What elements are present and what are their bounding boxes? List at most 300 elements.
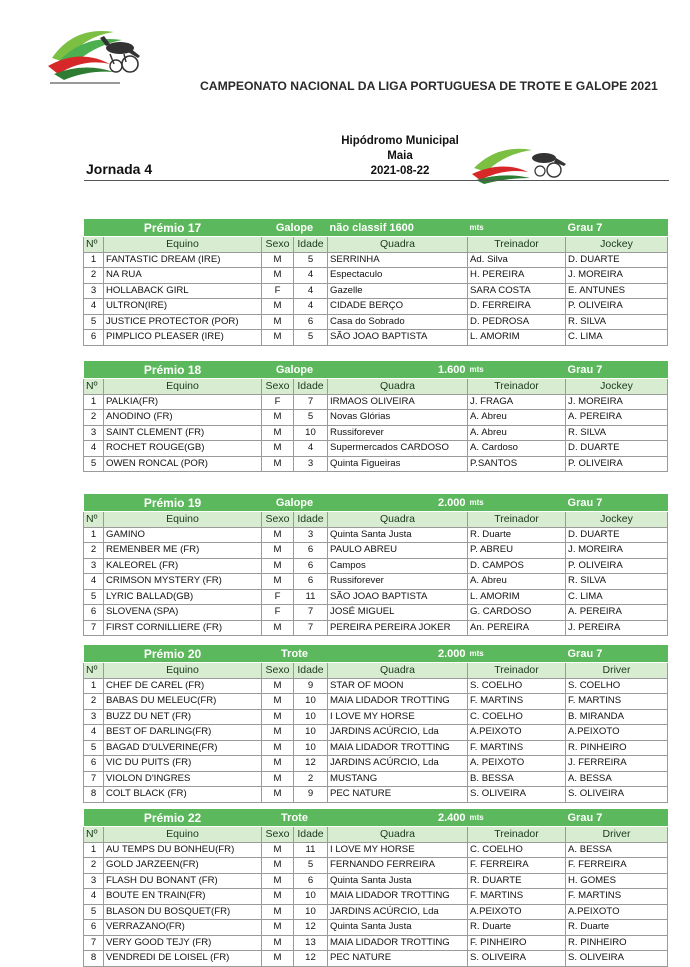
table-cell: 8 — [84, 787, 104, 803]
column-header: Treinador — [468, 379, 566, 395]
table-cell: 6 — [84, 756, 104, 772]
table-cell: S. OLIVEIRA — [468, 787, 566, 803]
column-header: Equino — [104, 827, 262, 843]
table-cell: BLASON DU BOSQUET(FR) — [104, 904, 262, 920]
table-cell: 2 — [84, 410, 104, 426]
table-row — [84, 605, 668, 621]
column-header: Idade — [294, 827, 328, 843]
table-cell: 7 — [294, 620, 328, 636]
race-name: Prémio 17 — [84, 219, 262, 237]
table-cell: Campos — [328, 558, 468, 574]
table-cell: F. MARTINS — [468, 740, 566, 756]
table-cell: CIDADE BERÇO — [328, 299, 468, 315]
table-cell: Quinta Santa Justa — [328, 527, 468, 543]
race-name: Prémio 19 — [84, 494, 262, 512]
table-cell: H. GOMES — [566, 873, 668, 889]
table-cell: 11 — [294, 589, 328, 605]
table-cell: Russiforever — [328, 425, 468, 441]
column-header: Nº — [84, 379, 104, 395]
table-cell: 6 — [294, 558, 328, 574]
table-cell: 12 — [294, 951, 328, 967]
table-cell: F — [262, 605, 294, 621]
table-cell: 6 — [84, 605, 104, 621]
table-cell: SÃO JOAO BAPTISTA — [328, 330, 468, 346]
table-cell: C. LIMA — [566, 589, 668, 605]
column-header: Quadra — [328, 237, 468, 253]
table-cell: M — [262, 620, 294, 636]
table-cell: AU TEMPS DU BONHEU(FR) — [104, 842, 262, 858]
table-cell: F — [262, 589, 294, 605]
table-cell: L. AMORIM — [468, 330, 566, 346]
table-cell: SAINT CLEMENT (FR) — [104, 425, 262, 441]
table-cell: VIC DU PUITS (FR) — [104, 756, 262, 772]
column-header: Idade — [294, 663, 328, 679]
table-cell: M — [262, 678, 294, 694]
table-cell: M — [262, 904, 294, 920]
table-cell: A.PEIXOTO — [566, 904, 668, 920]
table-cell: M — [262, 441, 294, 457]
table-cell: BAGAD D'ULVERINE(FR) — [104, 740, 262, 756]
table-cell: B. BESSA — [468, 771, 566, 787]
table-cell: Ad. Silva — [468, 252, 566, 268]
table-cell: 4 — [84, 574, 104, 590]
table-cell: Gazelle — [328, 283, 468, 299]
column-header-row — [84, 237, 668, 253]
table-cell: R. DUARTE — [468, 873, 566, 889]
table-cell: OWEN RONCAL (POR) — [104, 456, 262, 472]
table-cell: 10 — [294, 425, 328, 441]
race-type: Galope — [262, 361, 328, 379]
race-grid — [83, 645, 668, 803]
race-grid — [83, 494, 668, 636]
table-cell: SÃO JOAO BAPTISTA — [328, 589, 468, 605]
table-row — [84, 314, 668, 330]
table-cell: Supermercados CARDOSO — [328, 441, 468, 457]
table-cell: A. Abreu — [468, 425, 566, 441]
column-header: Treinador — [468, 827, 566, 843]
table-cell: MUSTANG — [328, 771, 468, 787]
table-cell: P. OLIVEIRA — [566, 456, 668, 472]
table-cell: R. SILVA — [566, 574, 668, 590]
race-table-1 — [83, 219, 667, 346]
table-row — [84, 740, 668, 756]
table-cell: S. COELHO — [468, 678, 566, 694]
table-cell: 4 — [294, 299, 328, 315]
table-cell: J. FERREIRA — [566, 756, 668, 772]
table-cell: STAR OF MOON — [328, 678, 468, 694]
venue-name: Hipódromo Municipal — [341, 135, 459, 147]
table-cell: VIOLON D'INGRES — [104, 771, 262, 787]
table-cell: Espectaculo — [328, 268, 468, 284]
column-header: Nº — [84, 237, 104, 253]
table-cell: 10 — [294, 725, 328, 741]
race-grid — [83, 809, 668, 967]
table-cell: M — [262, 268, 294, 284]
table-cell: A. Abreu — [468, 410, 566, 426]
table-cell: JARDINS ACÚRCIO, Lda — [328, 725, 468, 741]
table-cell: P. OLIVEIRA — [566, 299, 668, 315]
table-cell: M — [262, 873, 294, 889]
table-row — [84, 771, 668, 787]
table-cell: FANTASTIC DREAM (IRE) — [104, 252, 262, 268]
header-divider — [84, 180, 669, 181]
race-header-row — [84, 645, 668, 663]
table-cell: NA RUA — [104, 268, 262, 284]
table-cell: JOSÉ MIGUEL — [328, 605, 468, 621]
table-row — [84, 441, 668, 457]
jornada-label: Jornada 4 — [86, 161, 153, 177]
table-row — [84, 873, 668, 889]
table-cell: I LOVE MY HORSE — [328, 709, 468, 725]
table-cell: BUZZ DU NET (FR) — [104, 709, 262, 725]
table-cell: F — [262, 283, 294, 299]
table-cell: 10 — [294, 709, 328, 725]
table-row — [84, 252, 668, 268]
table-cell: 3 — [294, 456, 328, 472]
table-cell: M — [262, 771, 294, 787]
race-distance: não classif 1600 — [328, 219, 468, 237]
column-header: Idade — [294, 512, 328, 528]
table-cell: S. OLIVEIRA — [566, 951, 668, 967]
race-distance-unit: mts — [468, 494, 566, 512]
table-cell: R. PINHEIRO — [566, 935, 668, 951]
table-cell: MAIA LIDADOR TROTTING — [328, 935, 468, 951]
table-cell: FIRST CORNILLIERE (FR) — [104, 620, 262, 636]
table-cell: Quinta Figueiras — [328, 456, 468, 472]
race-distance: 2.000 — [328, 645, 468, 663]
table-cell: 1 — [84, 678, 104, 694]
table-row — [84, 425, 668, 441]
table-cell: 2 — [84, 694, 104, 710]
race-header-row — [84, 219, 668, 237]
table-cell: 7 — [84, 620, 104, 636]
table-cell: F. PINHEIRO — [468, 935, 566, 951]
table-cell: 6 — [294, 873, 328, 889]
table-cell: COLT BLACK (FR) — [104, 787, 262, 803]
venue-city: Maia — [387, 150, 413, 162]
table-cell: L. AMORIM — [468, 589, 566, 605]
table-cell: 6 — [84, 330, 104, 346]
race-grade: Grau 7 — [566, 361, 668, 379]
table-row — [84, 299, 668, 315]
table-cell: M — [262, 935, 294, 951]
table-cell: 4 — [294, 283, 328, 299]
table-cell: C. LIMA — [566, 330, 668, 346]
table-cell: M — [262, 543, 294, 559]
table-cell: MAIA LIDADOR TROTTING — [328, 694, 468, 710]
table-row — [84, 456, 668, 472]
table-cell: ROCHET ROUGE(GB) — [104, 441, 262, 457]
table-cell: A.PEIXOTO — [468, 725, 566, 741]
table-row — [84, 709, 668, 725]
race-name: Prémio 18 — [84, 361, 262, 379]
race-table-2 — [83, 361, 667, 472]
table-row — [84, 756, 668, 772]
table-cell: C. COELHO — [468, 709, 566, 725]
table-row — [84, 904, 668, 920]
table-cell: PALKIA(FR) — [104, 394, 262, 410]
table-cell: M — [262, 252, 294, 268]
table-cell: J. MOREIRA — [566, 268, 668, 284]
race-distance: 2.000 — [328, 494, 468, 512]
race-table-4 — [83, 645, 667, 803]
column-header: Equino — [104, 512, 262, 528]
race-distance: 2.400 — [328, 809, 468, 827]
table-cell: JARDINS ACÚRCIO, Lda — [328, 756, 468, 772]
table-cell: J. FRAGA — [468, 394, 566, 410]
table-cell: S. COELHO — [566, 678, 668, 694]
venue-block — [330, 134, 470, 179]
table-cell: 7 — [294, 605, 328, 621]
table-cell: F — [262, 394, 294, 410]
table-cell: D. CAMPOS — [468, 558, 566, 574]
race-date: 2021-08-22 — [370, 165, 430, 177]
table-cell: D. PEDROSA — [468, 314, 566, 330]
table-cell: 1 — [84, 527, 104, 543]
table-cell: MAIA LIDADOR TROTTING — [328, 889, 468, 905]
table-row — [84, 268, 668, 284]
table-cell: 3 — [84, 425, 104, 441]
table-cell: Casa do Sobrado — [328, 314, 468, 330]
table-cell: F. MARTINS — [566, 694, 668, 710]
table-cell: B. MIRANDA — [566, 709, 668, 725]
table-cell: 2 — [84, 268, 104, 284]
table-cell: SERRINHA — [328, 252, 468, 268]
table-cell: 5 — [84, 314, 104, 330]
table-cell: 9 — [294, 787, 328, 803]
table-cell: Quinta Santa Justa — [328, 873, 468, 889]
race-distance-unit: mts — [468, 809, 566, 827]
race-distance-unit: mts — [468, 219, 566, 237]
table-cell: REMENBER ME (FR) — [104, 543, 262, 559]
table-cell: 10 — [294, 889, 328, 905]
column-header: Treinador — [468, 663, 566, 679]
column-header: Idade — [294, 379, 328, 395]
table-cell: J. MOREIRA — [566, 543, 668, 559]
table-cell: 4 — [294, 441, 328, 457]
race-type: Galope — [262, 494, 328, 512]
table-cell: 3 — [84, 873, 104, 889]
table-cell: JUSTICE PROTECTOR (POR) — [104, 314, 262, 330]
table-cell: M — [262, 425, 294, 441]
table-cell: 9 — [294, 678, 328, 694]
column-header: Quadra — [328, 827, 468, 843]
race-name: Prémio 22 — [84, 809, 262, 827]
table-row — [84, 589, 668, 605]
table-row — [84, 283, 668, 299]
table-cell: 3 — [294, 527, 328, 543]
table-cell: CHEF DE CAREL (FR) — [104, 678, 262, 694]
table-cell: 1 — [84, 842, 104, 858]
column-header: Equino — [104, 663, 262, 679]
table-cell: 5 — [294, 858, 328, 874]
table-cell: D. FERREIRA — [468, 299, 566, 315]
table-cell: 2 — [84, 858, 104, 874]
table-cell: A. BESSA — [566, 842, 668, 858]
table-cell: FERNANDO FERREIRA — [328, 858, 468, 874]
table-row — [84, 694, 668, 710]
table-cell: 13 — [294, 935, 328, 951]
table-cell: 10 — [294, 904, 328, 920]
table-cell: 5 — [84, 904, 104, 920]
column-header: Quadra — [328, 512, 468, 528]
table-cell: S. OLIVEIRA — [566, 787, 668, 803]
table-cell: F. FERREIRA — [566, 858, 668, 874]
race-grade: Grau 7 — [566, 645, 668, 663]
table-cell: R. Duarte — [468, 920, 566, 936]
column-header: Nº — [84, 663, 104, 679]
table-row — [84, 920, 668, 936]
race-grid — [83, 219, 668, 346]
table-cell: M — [262, 709, 294, 725]
table-cell: PEC NATURE — [328, 951, 468, 967]
table-row — [84, 935, 668, 951]
table-cell: 7 — [84, 771, 104, 787]
table-cell: VERRAZANO(FR) — [104, 920, 262, 936]
table-cell: M — [262, 842, 294, 858]
table-cell: CRIMSON MYSTERY (FR) — [104, 574, 262, 590]
table-row — [84, 858, 668, 874]
table-cell: 6 — [294, 314, 328, 330]
table-cell: LYRIC BALLAD(GB) — [104, 589, 262, 605]
table-cell: 3 — [84, 283, 104, 299]
table-cell: 5 — [84, 589, 104, 605]
table-cell: M — [262, 889, 294, 905]
table-cell: R. Duarte — [468, 527, 566, 543]
column-header: Sexo — [262, 663, 294, 679]
championship-title: CAMPEONATO NACIONAL DA LIGA PORTUGUESA DE TROTE E GALOPE 2021 — [200, 79, 658, 93]
column-header: Sexo — [262, 237, 294, 253]
table-cell: A. PEIXOTO — [468, 756, 566, 772]
race-grade: Grau 7 — [566, 809, 668, 827]
table-cell: R. Duarte — [566, 920, 668, 936]
table-cell: D. DUARTE — [566, 441, 668, 457]
racing-league-logo-icon — [44, 18, 148, 90]
column-header: Sexo — [262, 379, 294, 395]
table-row — [84, 787, 668, 803]
table-cell: F. MARTINS — [468, 889, 566, 905]
table-cell: M — [262, 725, 294, 741]
table-cell: GAMINO — [104, 527, 262, 543]
table-cell: J. PEREIRA — [566, 620, 668, 636]
table-cell: VERY GOOD TEJY (FR) — [104, 935, 262, 951]
column-header-row — [84, 512, 668, 528]
table-cell: F. MARTINS — [566, 889, 668, 905]
table-cell: D. DUARTE — [566, 527, 668, 543]
column-header: Quadra — [328, 663, 468, 679]
table-row — [84, 725, 668, 741]
race-type: Galope — [262, 219, 328, 237]
column-header: Treinador — [468, 512, 566, 528]
table-cell: D. DUARTE — [566, 252, 668, 268]
table-cell: H. PEREIRA — [468, 268, 566, 284]
race-grade: Grau 7 — [566, 219, 668, 237]
table-row — [84, 574, 668, 590]
table-cell: A. PEREIRA — [566, 605, 668, 621]
column-header: Idade — [294, 237, 328, 253]
table-cell: M — [262, 314, 294, 330]
table-cell: PEC NATURE — [328, 787, 468, 803]
table-row — [84, 842, 668, 858]
table-cell: 6 — [294, 543, 328, 559]
table-cell: I LOVE MY HORSE — [328, 842, 468, 858]
table-cell: An. PEREIRA — [468, 620, 566, 636]
table-cell: 5 — [294, 252, 328, 268]
table-cell: JARDINS ACÚRCIO, Lda — [328, 904, 468, 920]
table-row — [84, 543, 668, 559]
column-header-row — [84, 827, 668, 843]
table-cell: M — [262, 740, 294, 756]
table-cell: FLASH DU BONANT (FR) — [104, 873, 262, 889]
table-cell: A. BESSA — [566, 771, 668, 787]
column-header: Nº — [84, 512, 104, 528]
table-cell: 4 — [84, 725, 104, 741]
table-cell: M — [262, 787, 294, 803]
race-distance-unit: mts — [468, 645, 566, 663]
table-cell: 10 — [294, 740, 328, 756]
table-cell: M — [262, 410, 294, 426]
race-header-row — [84, 361, 668, 379]
table-cell: R. SILVA — [566, 425, 668, 441]
table-cell: 11 — [294, 842, 328, 858]
column-header: Driver — [566, 663, 668, 679]
table-cell: E. ANTUNES — [566, 283, 668, 299]
table-cell: PIMPLICO PLEASER (IRE) — [104, 330, 262, 346]
race-type: Trote — [262, 645, 328, 663]
table-cell: 6 — [84, 920, 104, 936]
table-cell: 5 — [84, 740, 104, 756]
column-header: Jockey — [566, 237, 668, 253]
table-cell: M — [262, 756, 294, 772]
table-cell: ULTRON(IRE) — [104, 299, 262, 315]
column-header: Equino — [104, 379, 262, 395]
table-row — [84, 527, 668, 543]
race-name: Prémio 20 — [84, 645, 262, 663]
table-cell: M — [262, 330, 294, 346]
race-table-3 — [83, 494, 667, 636]
race-grid — [83, 361, 668, 472]
table-cell: SARA COSTA — [468, 283, 566, 299]
table-cell: 3 — [84, 709, 104, 725]
table-cell: A. PEREIRA — [566, 410, 668, 426]
table-cell: 7 — [294, 394, 328, 410]
table-cell: 7 — [84, 935, 104, 951]
table-row — [84, 330, 668, 346]
table-cell: 4 — [84, 889, 104, 905]
table-cell: PAULO ABREU — [328, 543, 468, 559]
table-cell: P. OLIVEIRA — [566, 558, 668, 574]
column-header: Treinador — [468, 237, 566, 253]
table-cell: 4 — [84, 299, 104, 315]
table-cell: P.SANTOS — [468, 456, 566, 472]
column-header: Driver — [566, 827, 668, 843]
column-header: Sexo — [262, 512, 294, 528]
race-type: Trote — [262, 809, 328, 827]
table-cell: 2 — [84, 543, 104, 559]
table-cell: A. Cardoso — [468, 441, 566, 457]
table-cell: M — [262, 527, 294, 543]
table-cell: 4 — [294, 268, 328, 284]
table-cell: 12 — [294, 756, 328, 772]
table-cell: VENDREDI DE LOISEL (FR) — [104, 951, 262, 967]
table-cell: 5 — [84, 456, 104, 472]
table-cell: S. OLIVEIRA — [468, 951, 566, 967]
column-header-row — [84, 379, 668, 395]
column-header-row — [84, 663, 668, 679]
race-distance-unit: mts — [468, 361, 566, 379]
race-header-row — [84, 494, 668, 512]
table-cell: PEREIRA PEREIRA JOKER — [328, 620, 468, 636]
